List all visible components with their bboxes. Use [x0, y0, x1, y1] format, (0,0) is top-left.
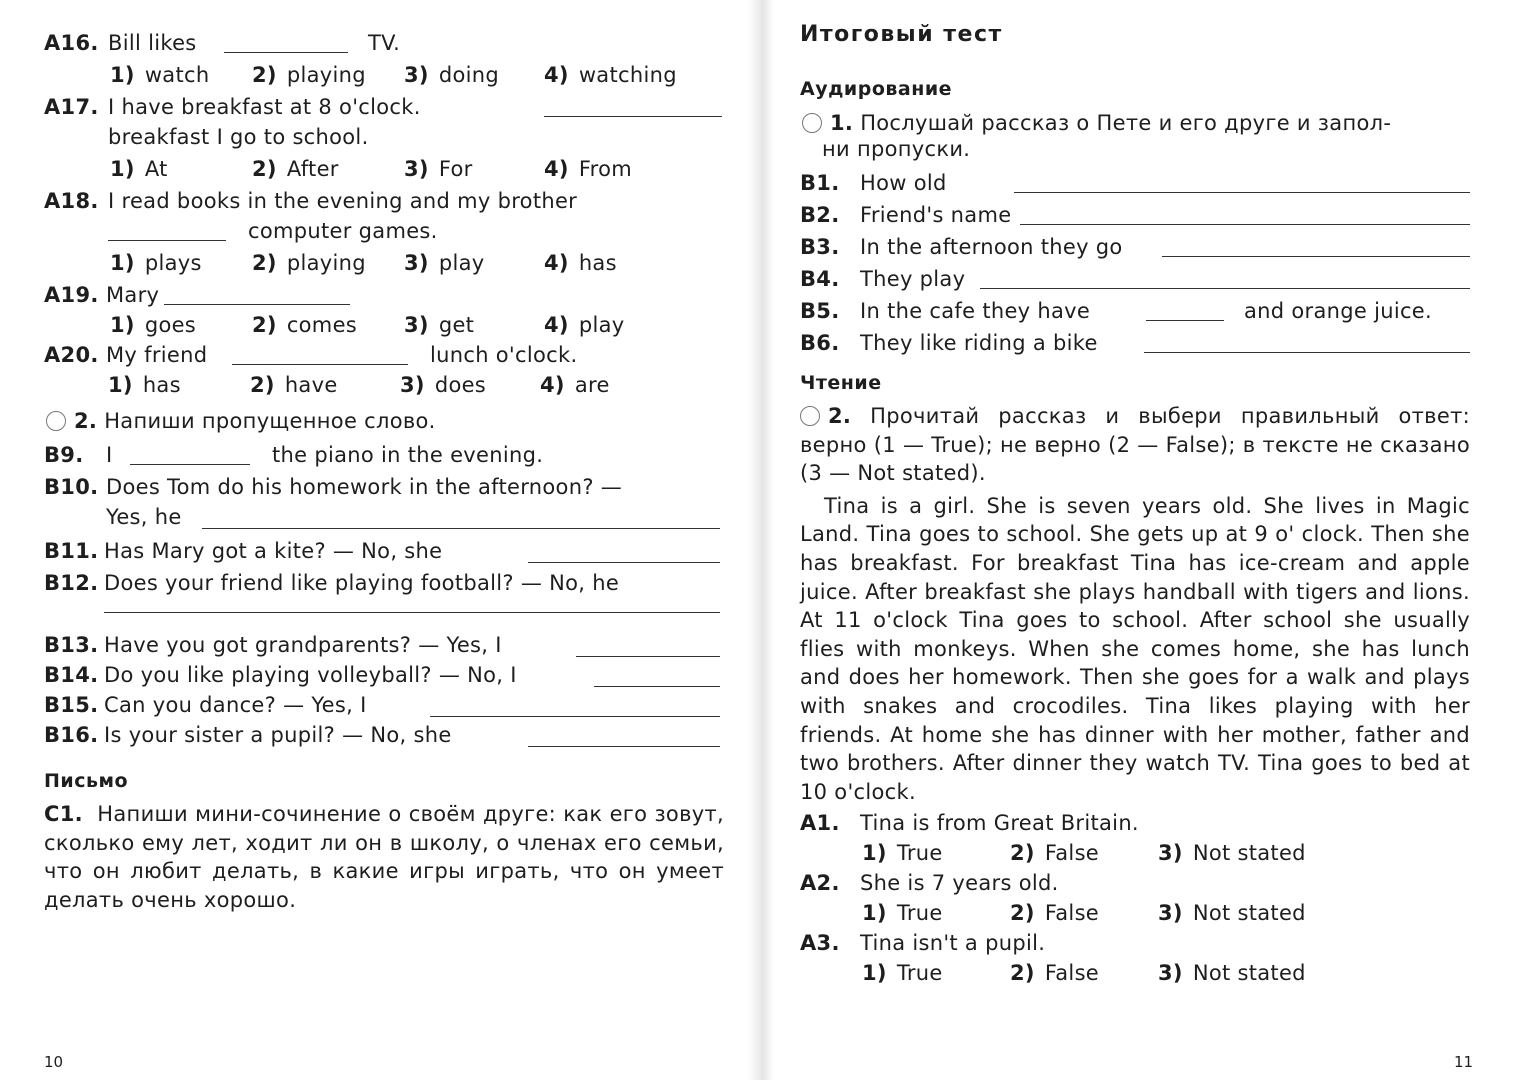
question-text: Bill likes [108, 31, 197, 55]
question-text: In the cafe they have [860, 299, 1091, 323]
question-text-end: and orange juice. [1244, 299, 1432, 323]
question-text: How old [860, 171, 947, 195]
option-4[interactable]: 4) has [544, 251, 617, 275]
options-a19 [44, 310, 724, 340]
question-c1 [44, 800, 724, 914]
option-1[interactable]: 1) True [862, 961, 943, 986]
answer-blank[interactable] [130, 464, 250, 465]
question-text: Friend's name [860, 203, 1012, 227]
question-b6 [800, 328, 1472, 358]
option-3[interactable]: 3) Not stated [1158, 901, 1306, 926]
option-4[interactable]: 4) are [540, 373, 610, 397]
question-a17 [44, 92, 724, 122]
options-a1 [800, 838, 1472, 868]
option-1[interactable]: 1) At [110, 157, 168, 181]
option-3[interactable]: 3) Not stated [1158, 961, 1306, 986]
question-label: A16. [44, 31, 99, 55]
question-a3 [800, 928, 1472, 958]
option-1[interactable]: 1) plays [110, 251, 202, 275]
question-b14 [44, 660, 724, 690]
question-label: A17. [44, 95, 99, 119]
task-2-heading [800, 402, 1470, 488]
option-3[interactable]: 3) play [404, 251, 485, 275]
task-number: 2. [828, 404, 852, 428]
option-1[interactable]: 1) True [862, 901, 943, 926]
question-b15 [44, 690, 724, 720]
question-text: Tina isn't a pupil. [860, 931, 1046, 956]
task-instruction: Прочитай рассказ и выбери правильный ответ: верно (1 — True); не верно (2 — False); в тексте не сказано (3 — Not stated). [800, 404, 1470, 486]
section-title-reading: Чтение [800, 372, 882, 394]
question-text: Has Mary got a kite? — No, she [104, 539, 443, 563]
question-label: B1. [800, 171, 840, 195]
right-page [800, 22, 1474, 1071]
question-b2 [800, 200, 1472, 230]
question-a1 [800, 808, 1472, 838]
question-text: I [106, 443, 113, 467]
question-text: Mary [106, 283, 160, 307]
question-b4 [800, 264, 1472, 294]
question-a19 [44, 280, 724, 310]
question-a17-line2 [44, 122, 724, 152]
answer-blank[interactable] [1146, 320, 1224, 321]
question-text: My friend [106, 343, 208, 367]
option-3[interactable]: 3) For [404, 157, 473, 181]
task-number: 1. [830, 111, 854, 135]
question-b12-line2 [44, 598, 724, 628]
question-text: Do you like playing volleyball? — No, I [104, 663, 517, 687]
option-2[interactable]: 2) False [1010, 961, 1100, 986]
question-text-end: the piano in the evening. [272, 443, 544, 467]
section-title-writing: Письмо [44, 770, 129, 792]
question-label: B13. [44, 633, 99, 657]
question-label: B10. [44, 475, 99, 499]
option-2[interactable]: 2) playing [252, 63, 366, 87]
question-label: A19. [44, 283, 99, 307]
question-label: B14. [44, 663, 99, 687]
page-number: 10 [44, 1053, 64, 1071]
question-label: A2. [800, 871, 840, 896]
option-4[interactable]: 4) play [544, 313, 625, 337]
question-b10-line2 [44, 502, 724, 532]
question-label: B6. [800, 331, 840, 355]
question-text: I have breakfast at 8 o'clock. [108, 95, 421, 119]
options-a2 [800, 898, 1472, 928]
question-text: Does Tom do his homework in the afternoon? — [106, 475, 623, 499]
options-a20 [44, 370, 724, 400]
question-text: I read books in the evening and my brother [108, 189, 578, 213]
score-circle-icon [46, 411, 66, 431]
option-3[interactable]: 3) doing [404, 63, 499, 87]
answer-blank[interactable] [202, 528, 720, 529]
question-label: B2. [800, 203, 840, 227]
question-a2 [800, 868, 1472, 898]
question-text: Does your friend like playing football? — No, he [104, 571, 620, 595]
answer-blank[interactable] [528, 746, 720, 747]
option-1[interactable]: 1) watch [110, 63, 210, 87]
question-label: B4. [800, 267, 840, 291]
score-circle-icon [802, 113, 822, 133]
answer-blank[interactable] [1162, 256, 1470, 257]
answer-blank[interactable] [980, 288, 1470, 289]
question-label: A1. [800, 811, 840, 836]
options-a17 [44, 154, 724, 184]
question-a18-line2 [44, 216, 724, 246]
answer-blank[interactable] [1144, 352, 1470, 353]
option-1[interactable]: 1) True [862, 841, 943, 866]
score-circle-icon [800, 406, 820, 426]
task-number: 2. [74, 409, 98, 433]
answer-blank[interactable] [232, 364, 408, 365]
option-1[interactable]: 1) goes [110, 313, 197, 337]
option-3[interactable]: 3) does [400, 373, 487, 397]
option-2[interactable]: 2) comes [252, 313, 358, 337]
answer-blank[interactable] [528, 562, 720, 563]
page-title: Итоговый тест [800, 22, 1003, 47]
question-text: computer games. [248, 219, 438, 243]
question-a16 [44, 28, 724, 58]
answer-blank[interactable] [594, 686, 720, 687]
question-text: Yes, he [106, 505, 182, 529]
question-text: In the afternoon they go [860, 235, 1123, 259]
option-2[interactable]: 2) playing [252, 251, 366, 275]
options-a18 [44, 248, 724, 278]
question-label: B5. [800, 299, 840, 323]
question-b10 [44, 472, 724, 502]
question-text: She is 7 years old. [860, 871, 1059, 896]
question-text-end: lunch o'clock. [430, 343, 578, 367]
left-page [44, 26, 724, 1071]
question-a20 [44, 340, 724, 370]
page-number: 11 [1454, 1053, 1474, 1071]
option-1[interactable]: 1) has [108, 373, 181, 397]
task-instruction: ни пропуски. [822, 137, 971, 161]
question-b5 [800, 296, 1472, 326]
story-text: Tina is a girl. She is seven years old. She lives in Magic Land. Tina goes to school. She gets up at 9 o' clock. Then she has breakfast. For breakfast Tina has ice-cream and apple juice. After breakfast she plays handball with tigers and lions. At 11 o'clock Tina goes to school. After school she usually flies with monkeys. When she comes home, she has lunch and does her homework. Then she goes for a walk and plays with snakes and crocodiles. Tina likes playing with her friends. At home she has dinner with her mother, father and two brothers. After dinner they watch TV. Tina goes to bed at 10 o'clock. [800, 493, 1470, 804]
task-1-heading-line2 [800, 134, 1472, 164]
question-text: Напиши мини-сочинение о своём друге: как его зовут, сколько ему лет, ходит ли он в школу, о членах его семьи, что он любит делать, в какие игры играть, что он умеет делать очень хорошо. [44, 802, 724, 912]
option-3[interactable]: 3) Not stated [1158, 841, 1306, 866]
question-text: Have you got grandparents? — Yes, I [104, 633, 502, 657]
options-a3 [800, 958, 1472, 988]
question-b9 [44, 440, 724, 470]
reading-story [800, 492, 1470, 807]
question-text: They play [860, 267, 966, 291]
option-4[interactable]: 4) From [544, 157, 633, 181]
book-gutter [748, 0, 774, 1080]
question-text: They like riding a bike [860, 331, 1098, 355]
option-2[interactable]: 2) have [250, 373, 338, 397]
task-2-heading [44, 406, 724, 436]
question-text: Can you dance? — Yes, I [104, 693, 367, 717]
question-b1 [800, 168, 1472, 198]
answer-blank[interactable] [1020, 224, 1470, 225]
question-label: B9. [44, 443, 84, 467]
task-instruction: Послушай рассказ о Пете и его друге и запол- [860, 111, 1392, 135]
question-b3 [800, 232, 1472, 262]
question-text-end: TV. [368, 31, 401, 55]
question-label: B12. [44, 571, 99, 595]
answer-blank[interactable] [164, 304, 350, 305]
question-label: B3. [800, 235, 840, 259]
question-b11 [44, 536, 724, 566]
answer-blank[interactable] [1014, 192, 1470, 193]
options-a16 [44, 60, 724, 90]
question-label: C1. [44, 802, 83, 826]
question-b13 [44, 630, 724, 660]
option-2[interactable]: 2) False [1010, 901, 1100, 926]
answer-blank[interactable] [108, 240, 226, 241]
question-b12 [44, 568, 724, 598]
questions-a1-a3 [800, 808, 1472, 988]
option-4[interactable]: 4) watching [544, 63, 677, 87]
question-b16 [44, 720, 724, 750]
question-label: B16. [44, 723, 99, 747]
question-label: B15. [44, 693, 99, 717]
option-3[interactable]: 3) get [404, 313, 475, 337]
question-a18 [44, 186, 724, 216]
answer-blank[interactable] [544, 116, 722, 117]
question-text: breakfast I go to school. [108, 125, 369, 149]
answer-blank[interactable] [104, 612, 720, 613]
answer-blank[interactable] [224, 52, 348, 53]
option-2[interactable]: 2) After [252, 157, 339, 181]
section-title-listening: Аудирование [800, 78, 953, 100]
question-label: B11. [44, 539, 99, 563]
question-text: Tina is from Great Britain. [860, 811, 1139, 836]
option-2[interactable]: 2) False [1010, 841, 1100, 866]
answer-blank[interactable] [430, 716, 720, 717]
question-label: A3. [800, 931, 840, 956]
answer-blank[interactable] [576, 656, 720, 657]
question-text: Is your sister a pupil? — No, she [104, 723, 452, 747]
task-instruction: Напиши пропущенное слово. [104, 409, 436, 433]
question-label: A20. [44, 343, 99, 367]
question-label: A18. [44, 189, 99, 213]
